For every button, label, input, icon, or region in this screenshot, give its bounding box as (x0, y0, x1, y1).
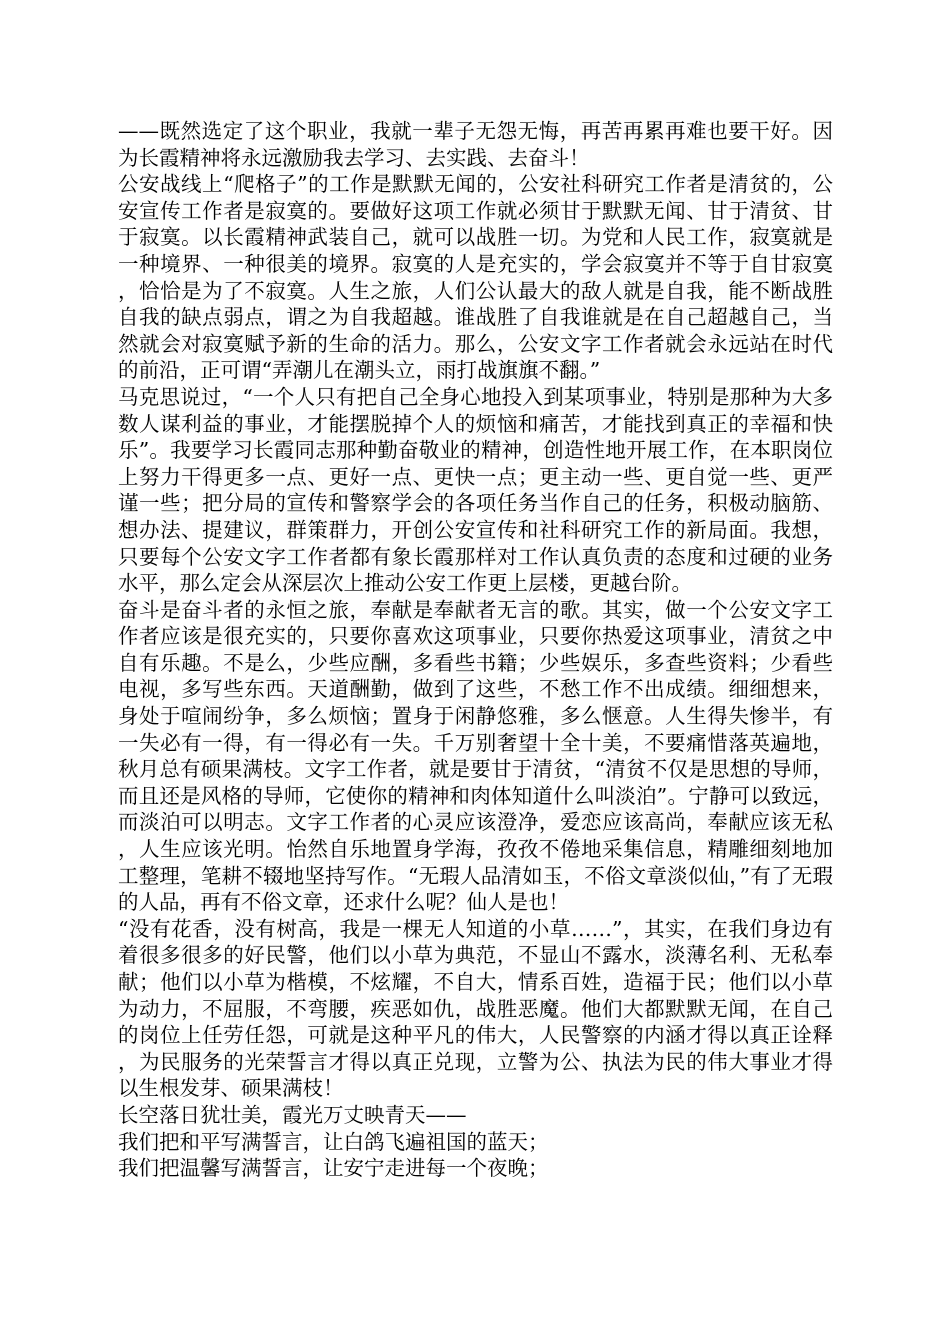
paragraph-marx-quote: 马克思说过，“一个人只有把自己全身心地投入到某项事业，特别是那种为大多数人谋利益的事业，才能摆脱掉个人的烦恼和痛苦，才能找到真正的幸福和快乐”。我要学习长霞同志那种勤奋敬业的精神，创造性地开展工作，在本职岗位上努力干得更多一点、更好一点、更快一点；更主动一些、更自觉一些、更严谨一些；把分局的宣传和警察学会的各项任务当作自己的任务，积极动脑筋、想办法、提建议，群策群力，开创公安宣传和社科研究工作的新局面。我想，只要每个公安文字工作者都有象长霞那样对工作认真负责的态度和过硬的业务水平，那么定会从深层次上推动公安工作更上层楼，更越台阶。 (118, 384, 833, 596)
paragraph-little-grass: “没有花香，没有树高，我是一棵无人知道的小草……”，其实，在我们身边有着很多很多的好民警，他们以小草为典范，不显山不露水，淡薄名利、无私奉献；他们以小草为楷模，不炫耀，不自大，情系百姓，造福于民；他们以小草为动力，不屈服，不弯腰，疾恶如仇，战胜恶魔。他们大都默默无闻，在自己的岗位上任劳任怨，可就是这种平凡的伟大，人民警察的内涵才得以真正诠释，为民服务的光荣誓言才得以真正兑现，立警为公、执法为民的伟大事业才得以生根发芽、硕果满枝！ (118, 916, 833, 1101)
paragraph-poem-line-3: 我们把温馨写满誓言，让安宁走进每一个夜晚； (118, 1156, 549, 1181)
document-page (118, 118, 833, 1182)
paragraph-career-commitment: ——既然选定了这个职业，我就一辈子无怨无悔，再苦再累再难也要干好。因为长霞精神将永远激励我去学习、去实践、去奋斗！ (118, 119, 833, 170)
paragraph-struggle-dedication: 奋斗是奋斗者的永恒之旅，奉献是奉献者无言的歌。其实，做一个公安文字工作者应该是很充实的，只要你喜欢这项事业，只要你热爱这项事业，清贫之中自有乐趣。不是么，少些应酬，多看些书籍；少些娱乐，多查些资料；少看些电视，多写些东西。天道酬勤，做到了这些，不愁工作不出成绩。细细想来，身处于喧闹纷争，多么烦恼；置身于闲静悠雅，多么惬意。人生得失惨半，有一失必有一得，有一得必有一失。千万别奢望十全十美，不要痛惜落英遍地，秋月总有硕果满枝。文字工作者，就是要甘于清贫，“清贫不仅是思想的导师，而且还是风格的导师，它使你的精神和肉体知道什么叫淡泊”。宁静可以致远，而淡泊可以明志。文字工作者的心灵应该澄净，爱恋应该高尚，奉献应该无私，人生应该光明。怡然自乐地置身学海，孜孜不倦地采集信息，精雕细刻地加工整理，笔耕不辍地坚持写作。“无瑕人品清如玉，不俗文章淡似仙，”有了无瑕的人品，再有不俗文章，还求什么呢？仙人是也！ (118, 597, 833, 915)
paragraph-poem-line-2: 我们把和平写满誓言，让白鸽飞遍祖国的蓝天； (118, 1129, 549, 1154)
paragraph-solitude: 公安战线上“爬格子”的工作是默默无闻的，公安社科研究工作者是清贫的，公安宣传工作者是寂寞的。要做好这项工作就必须甘于默默无闻、甘于清贫、甘于寂寞。以长霞精神武装自己，就可以战胜一切。为党和人民工作，寂寞就是一种境界、一种很美的境界。寂寞的人是充实的，学会寂寞并不等于自甘寂寞，恰恰是为了不寂寞。人生之旅，人们公认最大的敌人就是自我，能不断战胜自我的缺点弱点，谓之为自我超越。谁战胜了自我谁就是在自己超越自己，当然就会对寂寞赋予新的生命的活力。那么，公安文字工作者就会永远站在时代的前沿，正可谓“弄潮儿在潮头立，雨打战旗旗不翻。” (118, 172, 833, 383)
paragraph-poem-line-1: 长空落日犹壮美，霞光万丈映青天—— (118, 1102, 467, 1127)
